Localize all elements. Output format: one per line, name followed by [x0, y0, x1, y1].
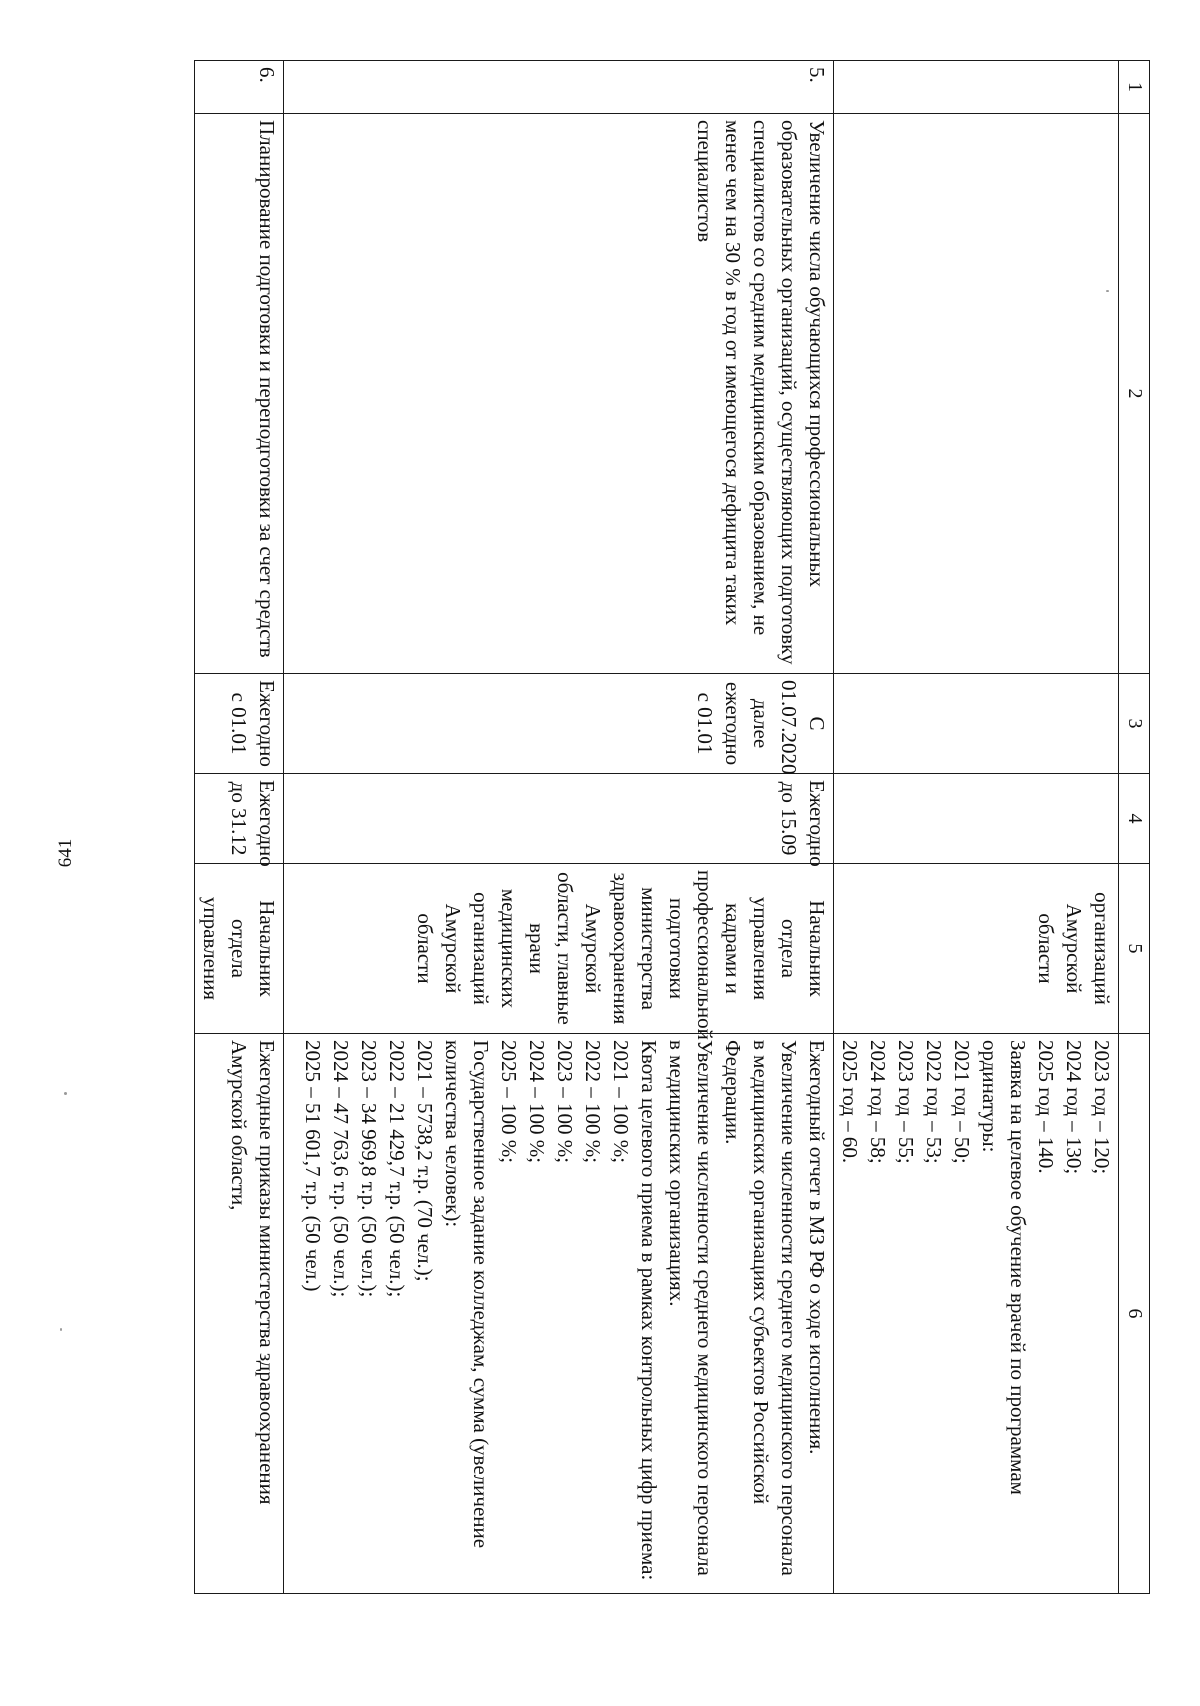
detail-line: 2022 год – 53;	[922, 1040, 946, 1164]
task-cell	[834, 114, 1119, 674]
scan-speck	[64, 1092, 67, 1095]
start-date-cell: С 01.07.2020 далее ежегодно с 01.01	[284, 674, 834, 774]
table-row-6	[195, 61, 284, 1594]
detail-line: 2025 год – 140.	[1034, 1040, 1058, 1174]
detail-line: 2024 – 100 %;	[525, 1040, 549, 1164]
row-number-cell	[834, 61, 1119, 114]
detail-line: Заявка на целевое обучение врачей по программам ординатуры:	[978, 1040, 1030, 1495]
start-date-cell	[834, 674, 1119, 774]
column-number: 1	[1119, 61, 1150, 114]
responsible-cell: организаций Амурской области	[834, 864, 1119, 1034]
details-cell	[834, 1034, 1119, 1594]
detail-line: 2022 – 21 429,7 т.р. (50 чел.);	[385, 1040, 409, 1298]
scan-speck	[60, 1328, 62, 1331]
responsible-cell: Начальник отдела управления кадрами и профессиональной подготовки министерства здравоохранения Амурской области, главные врачи медицинских организаций Амурской области	[284, 864, 834, 1034]
end-date-cell	[834, 774, 1119, 864]
column-number: 5	[1119, 864, 1150, 1034]
detail-line: Квота целевого приема в рамках контрольных цифр приема:	[637, 1040, 661, 1581]
detail-line: 2024 год – 58;	[866, 1040, 890, 1164]
column-number: 3	[1119, 674, 1150, 774]
end-date-cell: Ежегодно до 31.12	[195, 774, 284, 864]
column-number-row	[1119, 61, 1150, 1594]
detail-line: 2024 – 47 763,6 т.р. (50 чел.);	[329, 1040, 353, 1298]
detail-line: 2025 – 51 601,7 т.р. (50 чел.)	[301, 1040, 325, 1292]
action-plan-table	[194, 60, 1150, 1594]
detail-line: 2023 год – 120;	[1090, 1040, 1114, 1175]
detail-line: 2021 – 5738,2 т.р. (70 чел.);	[413, 1040, 437, 1282]
rotated-page	[194, 60, 1150, 1593]
row-number-cell: 6.	[195, 61, 284, 114]
detail-line: 2022 – 100 %;	[581, 1040, 605, 1164]
responsible-cell: Начальник отдела управления	[195, 864, 284, 1034]
detail-line: 2021 год – 50;	[950, 1040, 974, 1164]
row-number-cell: 5.	[284, 61, 834, 114]
detail-line: Ежегодный отчет в МЗ РФ о ходе исполнения.	[805, 1040, 829, 1455]
detail-line: 2021 – 100 %;	[609, 1040, 633, 1164]
column-number: 4	[1119, 774, 1150, 864]
detail-line: Увеличение численности среднего медицинского персонала в медицинских организациях субъектов Российской Федерации.	[721, 1040, 801, 1576]
table-row-continuation	[834, 61, 1119, 1594]
end-date-cell: Ежегодно до 15.09	[284, 774, 834, 864]
table-row-5	[284, 61, 834, 1594]
detail-line: Увеличение численности среднего медицинского персонала в медицинских организациях.	[665, 1040, 717, 1576]
detail-line: Государственное задание колледжам, сумма (увеличение количества человек):	[441, 1040, 493, 1549]
task-cell: Планирование подготовки и переподготовки за счет средств	[195, 114, 284, 674]
page-number: 641	[55, 838, 76, 868]
column-number: 6	[1119, 1034, 1150, 1594]
detail-line: 2023 год – 55;	[894, 1040, 918, 1164]
detail-line: 2025 год – 60.	[838, 1040, 862, 1164]
details-cell	[284, 1034, 834, 1594]
column-number: 2	[1119, 114, 1150, 674]
detail-line: 2023 – 34 969,8 т.р. (50 чел.);	[357, 1040, 381, 1298]
start-date-cell: Ежегодно с 01.01	[195, 674, 284, 774]
task-cell: Увеличение числа обучающихся профессиональных образовательных организаций, осуществляющих подготовку специалистов со средним медицинским образованием, не менее чем на 30 % в год от имеющегося дефицита таких специалистов	[284, 114, 834, 674]
detail-line: 2023 – 100 %;	[553, 1040, 577, 1164]
detail-line: 2025 – 100 %;	[497, 1040, 521, 1164]
details-cell: Ежегодные приказы министерства здравоохранения Амурской области,	[195, 1034, 284, 1594]
detail-line: 2024 год – 130;	[1062, 1040, 1086, 1175]
